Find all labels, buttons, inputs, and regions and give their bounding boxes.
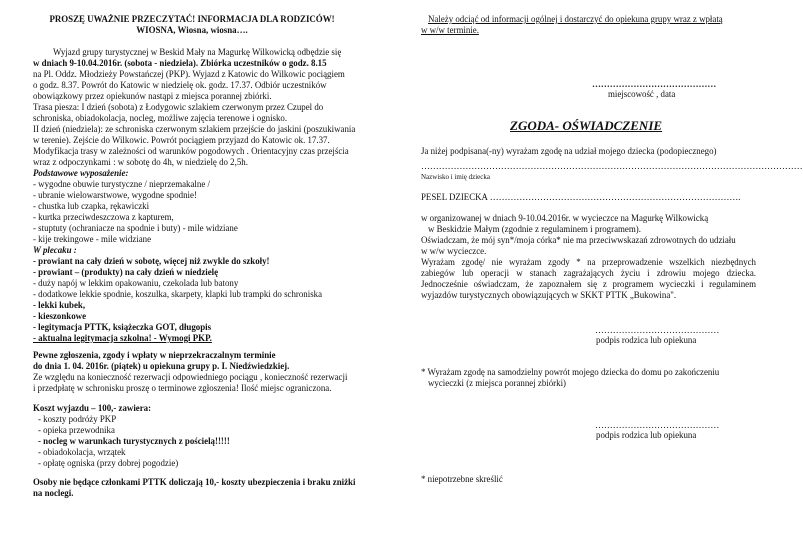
body-line: w organizowanej w dniach 9-10.04.2016r. w wycieczce na Magurkę Wilkowicką bbox=[421, 213, 709, 223]
equipment-item: - stuptuty (ochraniacze na spodnie i buty) - mile widziane bbox=[33, 223, 238, 233]
return-consent-line: wycieczki (z miejsca porannej zbiórki) bbox=[428, 378, 566, 388]
header-line-2: WIOSNA, Wiosna, wiosna…. bbox=[136, 25, 248, 35]
equipment-item: - chustka lub czapka, rękawiczki bbox=[33, 201, 150, 211]
backpack-heading: W plecaku : bbox=[33, 245, 77, 255]
intro-line: wraz z odpoczynkami : w sobotę do 4h, w niedzielę do 2,5h. bbox=[33, 157, 248, 167]
intro-line: w dniach 9-10.04.2016r. (sobota - niedziela). Zbiórka uczestników o godz. 8.15 bbox=[33, 58, 327, 68]
body-line: w w/w wycieczce. bbox=[421, 246, 487, 256]
body-line: Wyrażam zgodę/ nie wyrażam zgody * na przeprowadzenie wszelkich niezbędnych bbox=[421, 257, 756, 267]
cost-item: - nocleg w warunkach turystycznych z pościelą!!!!! bbox=[38, 436, 230, 446]
body-line: w Beskidzie Małym (zgodnie z regulaminem i programem). bbox=[428, 224, 641, 234]
pesel-line: PESEL DZIECKA …………………………………………………………………………. bbox=[421, 192, 741, 202]
body-line: wyjazdów turystycznych obowiązujących w SKKT PTTK „Bukowina". bbox=[421, 290, 677, 300]
deadline-line: Ze względu na konieczność rezerwacji odpowiedniego pociągu , konieczność rezerwacji bbox=[33, 372, 348, 382]
document-title: ZGODA- OŚWIADCZENIE bbox=[510, 118, 663, 133]
backpack-item: - kieszonkowe bbox=[33, 311, 87, 321]
consent-line: Ja niżej podpisana(-ny) wyrażam zgodę na udział mojego dziecka (podopiecznego) bbox=[421, 146, 717, 156]
equipment-heading: Podstawowe wyposażenie: bbox=[33, 168, 129, 178]
backpack-item: - aktualna legitymacja szkolna! - Wymogi PKP. bbox=[33, 333, 212, 343]
backpack-item: - lekki kubek, bbox=[33, 300, 86, 310]
return-consent-line: * Wyrażam zgodę na samodzielny powrót mojego dziecka do domu po zakończeniu bbox=[421, 367, 720, 377]
equipment-item: - kije trekingowe - mile widziane bbox=[33, 234, 152, 244]
backpack-item: - dodatkowe lekkie spodnie, koszulka, skarpety, klapki lub trampki do schroniska bbox=[33, 289, 323, 299]
intro-line: obowiązkowy przez opiekunów nastąpi z miejsca porannej zbiórki. bbox=[33, 91, 272, 101]
intro-line: II dzień (niedziela): ze schroniska czerwonym szlakiem przejście do jaskini (poszukiwania bbox=[33, 124, 356, 134]
cost-heading: Koszt wyjazdu – 100,- zawiera: bbox=[33, 403, 152, 413]
cost-item: - opieka przewodnika bbox=[38, 425, 115, 435]
child-name-line: ………………………………………………………………………………………………………………… bbox=[421, 161, 803, 171]
child-name-label: Nazwisko i imię dziecka bbox=[421, 173, 491, 181]
deadline-line: i przedpłatę w schronisku proszę o terminowe zgłoszenia! Ilość miejsc ograniczona. bbox=[33, 383, 332, 393]
cost-item: - opłatę ogniska (przy dobrej pogodzie) bbox=[38, 458, 179, 468]
intro-line: na Pl. Oddz. Młodzieży Powstańczej (PKP). Wyjazd z Katowic do Wilkowic pociągiem bbox=[33, 69, 345, 79]
header-line-1: PROSZĘ UWAŻNIE PRZECZYTAĆ! INFORMACJA DLA RODZICÓW! bbox=[49, 14, 335, 24]
deadline-line: do dnia 1. 04. 2016r. (piątek) u opiekuna grupy p. I. Niedźwiedzkiej. bbox=[33, 361, 290, 371]
backpack-item: - prowiant – (produkty) na cały dzień w niedzielę bbox=[33, 267, 219, 277]
body-line: Oświadczam, że mój syn*/moja córka* nie ma przeciwwskazań zdrowotnych do udziału bbox=[421, 235, 736, 245]
backpack-item: - duży napój w lekkim opakowaniu, czekolada lub batony bbox=[33, 278, 239, 288]
backpack-item: - prowiant na cały dzień w sobotę, więcej niż zwykle do szkoły! bbox=[33, 256, 270, 266]
footer-line: Osoby nie będące członkami PTTK doliczają 10,- koszty ubezpieczenia i braku zniżki bbox=[33, 477, 356, 487]
footnote: * niepotrzebne skreślić bbox=[421, 474, 503, 484]
cost-item: - obiadokolacja, wrzątek bbox=[38, 447, 126, 457]
place-date-label: miejscowość , data bbox=[608, 89, 676, 99]
equipment-item: - wygodne obuwie turystyczne / nieprzemakalne / bbox=[33, 179, 210, 189]
body-line: zabiegów lub operacji w stanach zagrażających życiu i zdrowiu mojego dziecka. bbox=[421, 268, 756, 278]
signature-label: podpis rodzica lub opiekuna bbox=[596, 335, 697, 345]
cut-note-line: Należy odciąć od informacji ogólnej i dostarczyć do opiekuna grupy wraz z wpłatą bbox=[428, 14, 723, 24]
signature-label: podpis rodzica lub opiekuna bbox=[596, 430, 697, 440]
signature-line: …………………………………… bbox=[595, 420, 720, 430]
equipment-item: - kurtka przeciwdeszczowa z kapturem, bbox=[33, 212, 174, 222]
intro-line: Modyfikacja trasy w zależności od warunków pogodowych . Orientacyjny czas przejścia bbox=[33, 146, 349, 156]
backpack-item: - legitymacja PTTK, książeczka GOT, długopis bbox=[33, 322, 212, 332]
intro-line: Wyjazd grupy turystycznej w Beskid Mały na Magurkę Wilkowicką odbędzie się bbox=[53, 47, 342, 57]
intro-line: schroniska, obiadokolacja, nocleg, możliwe zajęcia terenowe i ognisko. bbox=[33, 113, 288, 123]
signature-line: …………………………………… bbox=[595, 325, 720, 335]
intro-line: w terenie). Zejście do Wilkowic. Powrót pociągiem przyjazd do Katowic ok. 17.37. bbox=[33, 135, 330, 145]
deadline-line: Pewne zgłoszenia, zgody i wpłaty w nieprzekraczalnym terminie bbox=[33, 350, 276, 360]
cut-note-line: w w/w terminie. bbox=[421, 25, 479, 35]
place-date-line: …………………………………… bbox=[592, 79, 717, 89]
body-line: Jednocześnie oświadczam, że zapoznałem się z programem wycieczki i regulaminem bbox=[421, 279, 756, 289]
equipment-item: - ubranie wielowarstwowe, wygodne spodnie! bbox=[33, 190, 197, 200]
intro-line: Trasa piesza: I dzień (sobota) z Łodygowic szlakiem czerwonym przez Czupel do bbox=[33, 102, 324, 112]
cost-item: - koszty podróży PKP bbox=[38, 414, 117, 424]
intro-line: o godz. 8.37. Powrót do Katowic w niedzielę ok. godz. 17.37. Odbiór uczestników bbox=[33, 80, 327, 90]
footer-line: na noclegi. bbox=[33, 488, 74, 498]
